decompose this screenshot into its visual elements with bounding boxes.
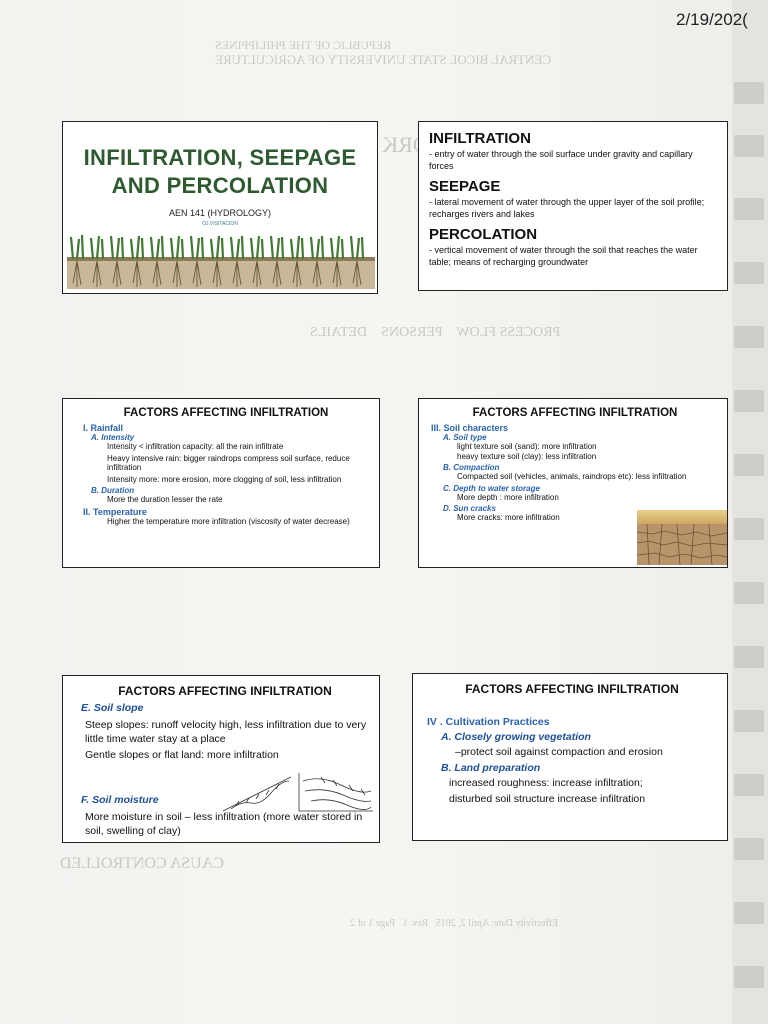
slide-heading: FACTORS AFFECTING INFILTRATION: [118, 684, 332, 698]
slide-factors-slope: [62, 675, 380, 843]
bullet-line: Intensity < infiltration capacity: all the rain infiltrate: [107, 442, 284, 451]
edge-tab: [734, 646, 764, 668]
edge-tab: [734, 82, 764, 104]
definition-percolation: [429, 226, 717, 268]
subsection-compaction: B. Compaction: [443, 463, 500, 472]
subsection-intensity: A. Intensity: [91, 433, 135, 442]
subsection-land-prep: B. Land preparation: [441, 762, 541, 774]
bullet-line: Compacted soil (vehicles, animals, raindrops etc): less infiltration: [457, 472, 687, 481]
slide-title: [62, 121, 378, 294]
edge-tab: [734, 262, 764, 284]
term-heading: SEEPAGE: [429, 178, 501, 195]
bullet-line: disturbed soil structure increase infiltration: [449, 793, 646, 805]
subsection-depth: C. Depth to water storage: [443, 483, 540, 493]
slide-title-heading: [63, 144, 377, 200]
section-rainfall: I. Rainfall: [83, 423, 124, 433]
subsection-sun-cracks: D. Sun cracks: [443, 504, 496, 513]
bleed-through-title: WORK: [382, 132, 450, 157]
edge-tab: [734, 838, 764, 860]
bleed-through-header: CENTRAL BICOL STATE UNIVERSITY OF AGRICULTURE: [215, 52, 552, 67]
definition-seepage: [429, 178, 717, 220]
term-heading: PERCOLATION: [429, 226, 538, 243]
bullet-line: heavy texture soil (clay): less infiltration: [457, 451, 597, 461]
edge-tab: [734, 135, 764, 157]
edge-tab: [734, 518, 764, 540]
bleed-through-text: Effectivity Date: April 2, 2015 Rev. 1 Page 1 of 2: [350, 918, 559, 929]
slope-sketch-illustration: [221, 771, 375, 813]
bullet-line: Intensity more: more erosion, more clogging of soil, less infiltration: [107, 474, 342, 484]
bullet-line: increased roughness: increase infiltration;: [449, 777, 643, 789]
edge-tab: [734, 966, 764, 988]
bullet-line: Gentle slopes or flat land: more infiltration: [85, 749, 279, 761]
edge-tab: [734, 454, 764, 476]
section-temperature: II. Temperature: [83, 506, 147, 517]
section-cultivation: IV . Cultivation Practices: [427, 716, 550, 728]
bullet-line: More depth : more infiltration: [457, 492, 559, 502]
title-line-2: AND PERCOLATION: [111, 173, 329, 198]
section-soil-characters: III. Soil characters: [431, 423, 509, 433]
slide-heading: FACTORS AFFECTING INFILTRATION: [472, 407, 678, 419]
edge-tab: [734, 902, 764, 924]
edge-tab: [734, 198, 764, 220]
slide-heading: FACTORS AFFECTING INFILTRATION: [123, 407, 329, 419]
edge-tab: [734, 326, 764, 348]
bullet-line: Heavy intensive rain: bigger raindrops compress soil surface, reduce infiltration: [107, 453, 350, 472]
edge-tab: [734, 774, 764, 796]
grass-roots-illustration: [67, 233, 375, 289]
subsection-vegetation: A. Closely growing vegetation: [441, 731, 591, 743]
edge-tab: [734, 582, 764, 604]
bullet-line: Higher the temperature more infiltration (viscosity of water decrease): [107, 516, 350, 526]
slide-factors-cultivation: [412, 673, 728, 841]
bleed-through-header: REPUBLIC OF THE PHILIPPINES: [215, 38, 392, 52]
bullet-line: Steep slopes: runoff velocity high, less infiltration due to very little time water stay at a place: [85, 719, 367, 745]
term-definition: - lateral movement of water through the upper layer of the soil profile; recharges rivers and lakes: [429, 197, 705, 219]
term-heading: INFILTRATION: [429, 130, 531, 147]
subsection-soil-type: A. Soil type: [443, 433, 487, 442]
subsection-duration: B. Duration: [91, 486, 135, 495]
author-name: OJ.VISITACION: [202, 221, 238, 227]
bleed-through-text: CAUSA CONTROLLED: [60, 855, 225, 872]
bullet-line: –protect soil against compaction and erosion: [455, 746, 663, 758]
term-definition: - vertical movement of water through the soil that reaches the water table; means of recharging groundwater: [429, 245, 698, 267]
slide-heading: FACTORS AFFECTING INFILTRATION: [465, 682, 679, 696]
bullet-line: More the duration lesser the rate: [107, 495, 223, 504]
slide-definitions: [418, 121, 728, 291]
edge-tab: [734, 710, 764, 732]
course-code: AEN 141 (HYDROLOGY): [168, 208, 272, 218]
slide-factors-rainfall: [62, 398, 380, 568]
bullet-line: light texture soil (sand): more infiltration: [457, 442, 597, 451]
handwritten-date: 2/19/202(: [676, 10, 748, 29]
slide-factors-soil: [418, 398, 728, 568]
title-line-1: INFILTRATION, SEEPAGE: [83, 145, 357, 170]
bleed-through-text: PROCESS FLOW PERSONS DETAILS: [310, 325, 561, 340]
edge-tab: [734, 390, 764, 412]
bullet-line: More cracks: more infiltration: [457, 513, 560, 522]
bullet-line: More moisture in soil – less infiltration (more water stored in soil, swelling of clay): [85, 811, 363, 837]
subsection-soil-moisture: F. Soil moisture: [81, 794, 159, 806]
cracked-soil-photo: [637, 510, 727, 565]
subsection-soil-slope: E. Soil slope: [81, 702, 144, 714]
term-definition: - entry of water through the soil surface under gravity and capillary forces: [429, 149, 693, 171]
definition-infiltration: [429, 130, 717, 172]
